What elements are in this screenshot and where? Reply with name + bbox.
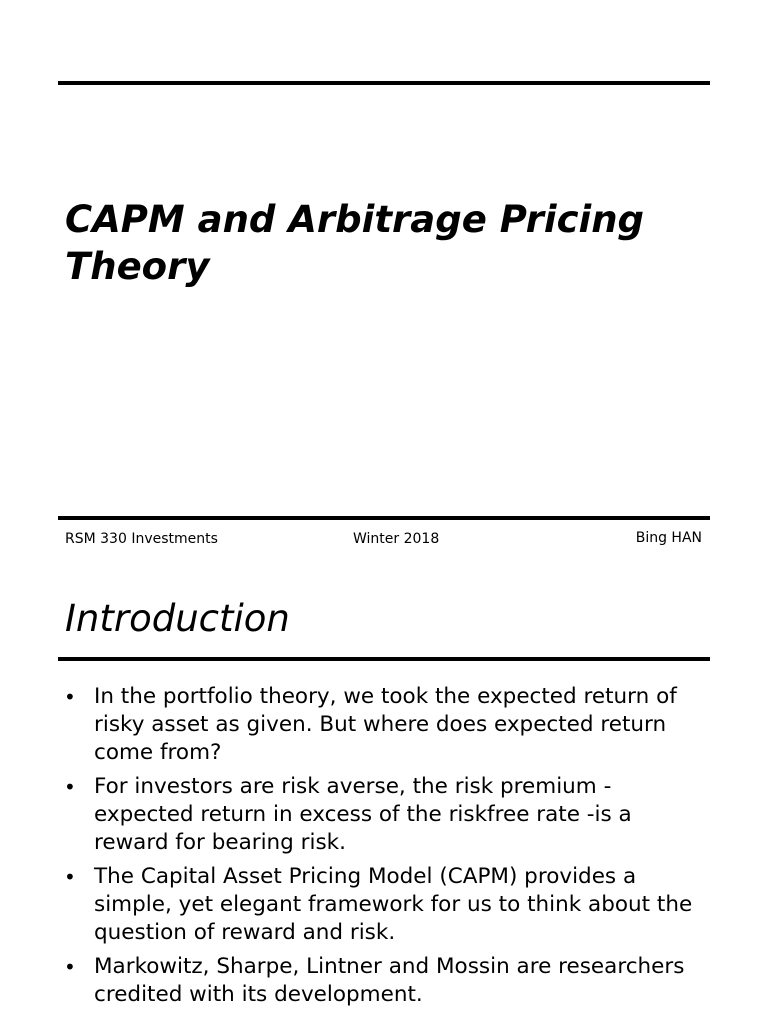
bullet-text: The Capital Asset Pricing Model (CAPM) provides a simple, yet elegant framework for us to think about the question of reward and risk. — [94, 864, 693, 945]
bullet-item — [64, 773, 712, 857]
footer-term: Winter 2018 — [353, 531, 440, 547]
bullet-marker: • — [64, 685, 76, 709]
section-heading: Introduction — [65, 597, 290, 640]
footer-author: Bing HAN — [635, 530, 702, 546]
slide-title: CAPM and Arbitrage Pricing Theory — [65, 198, 645, 288]
footer-rule — [58, 516, 710, 520]
bullet-marker: • — [64, 865, 76, 889]
heading-rule — [58, 657, 710, 661]
bullet-text: In the portfolio theory, we took the expected return of risky asset as given. But where does expected return come from? — [94, 684, 677, 765]
footer-course: RSM 330 Investments — [65, 531, 218, 547]
bullet-item — [64, 953, 712, 1009]
bullet-list — [64, 683, 712, 1015]
title-top-rule — [58, 81, 710, 85]
bullet-text: For investors are risk averse, the risk premium - expected return in excess of the riskfree rate -is a reward for bearing risk. — [94, 774, 632, 855]
bullet-item — [64, 863, 712, 947]
bullet-marker: • — [64, 955, 76, 979]
bullet-item — [64, 683, 712, 767]
bullet-marker: • — [64, 775, 76, 799]
bullet-text: Markowitz, Sharpe, Lintner and Mossin are researchers credited with its development. — [94, 954, 685, 1007]
